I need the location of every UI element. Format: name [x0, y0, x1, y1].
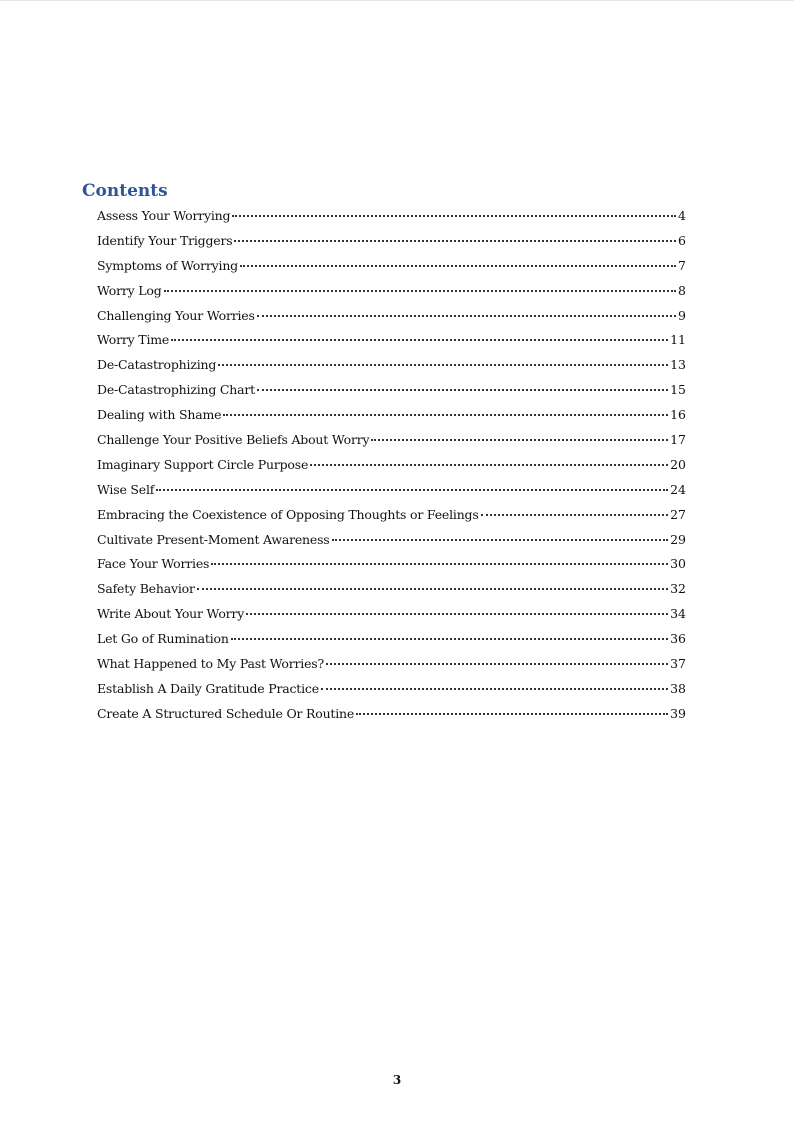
toc-entry-label: De-Catastrophizing Chart	[97, 382, 255, 398]
dot-leader	[232, 215, 676, 217]
toc-heading: Contents	[82, 181, 168, 201]
toc-entry-label: Cultivate Present-Moment Awareness	[97, 531, 330, 547]
toc-entry-label: Dealing with Shame	[97, 407, 222, 423]
dot-leader	[231, 638, 668, 640]
toc-entry[interactable]	[97, 652, 686, 677]
toc-entry-label: Assess Your Worrying	[97, 208, 231, 223]
toc-entry-page-number: 15	[670, 382, 686, 398]
toc-entry-page-number: 6	[678, 232, 686, 248]
toc-entry-label: Wise Self	[97, 481, 155, 497]
toc-entry-label: De-Catastrophizing	[97, 357, 217, 373]
dot-leader	[211, 563, 668, 565]
toc-entry-label: Embracing the Coexistence of Opposing Thoughts or Feelings	[97, 506, 479, 522]
toc-entry[interactable]	[97, 378, 686, 403]
dot-leader	[246, 613, 668, 615]
page-number: 3	[392, 1073, 402, 1087]
dot-leader	[371, 439, 668, 441]
toc-entry-page-number: 32	[670, 581, 686, 597]
toc-entry[interactable]	[97, 353, 686, 378]
toc-entry-page-number: 24	[670, 481, 686, 497]
dot-leader	[164, 290, 676, 292]
dot-leader	[218, 364, 668, 366]
toc-entry-page-number: 20	[670, 456, 686, 472]
toc-entry[interactable]	[97, 577, 686, 602]
dot-leader	[257, 315, 676, 317]
toc-entry-label: Safety Behavior	[97, 581, 195, 597]
toc-entry-list	[82, 204, 686, 727]
dot-leader	[223, 414, 668, 416]
toc-entry-page-number: 8	[678, 282, 686, 298]
toc-entry-label: What Happened to My Past Worries?	[97, 656, 324, 672]
toc-entry[interactable]	[97, 627, 686, 652]
dot-leader	[321, 688, 668, 690]
toc-entry[interactable]	[97, 328, 686, 353]
toc-entry[interactable]	[97, 279, 686, 304]
toc-entry[interactable]	[97, 204, 686, 229]
toc-entry-label: Identify Your Triggers	[97, 232, 233, 248]
toc-entry-page-number: 13	[670, 357, 686, 373]
dot-leader	[326, 663, 668, 665]
toc-entry-page-number: 30	[670, 556, 686, 572]
dot-leader	[156, 489, 668, 491]
toc-entry[interactable]	[97, 254, 686, 279]
toc-entry-label: Imaginary Support Circle Purpose	[97, 456, 309, 472]
toc-entry-label: Establish A Daily Gratitude Practice	[97, 680, 319, 696]
toc-entry-page-number: 29	[670, 531, 686, 547]
toc-entry[interactable]	[97, 428, 686, 453]
toc-entry-label: Challenge Your Positive Beliefs About Worry	[97, 432, 370, 448]
toc-entry-page-number: 38	[670, 680, 686, 696]
toc-entry-page-number: 36	[670, 631, 686, 647]
toc-entry-page-number: 16	[670, 407, 686, 423]
dot-leader	[171, 339, 668, 341]
dot-leader	[310, 464, 668, 466]
toc-entry-page-number: 27	[670, 506, 686, 522]
toc-entry[interactable]	[97, 528, 686, 553]
toc-entry-page-number: 39	[670, 705, 686, 721]
toc-entry-page-number: 4	[678, 208, 686, 223]
toc-entry[interactable]	[97, 503, 686, 528]
toc-entry[interactable]	[97, 229, 686, 254]
toc-entry-page-number: 34	[670, 606, 686, 622]
toc-entry-page-number: 9	[678, 307, 686, 323]
toc-entry-label: Let Go of Rumination	[97, 631, 229, 647]
toc-entry[interactable]	[97, 403, 686, 428]
toc-entry-page-number: 11	[670, 332, 686, 348]
table-of-contents	[82, 179, 686, 727]
toc-entry-label: Symptoms of Worrying	[97, 257, 238, 273]
toc-entry[interactable]	[97, 478, 686, 503]
toc-entry-page-number: 17	[670, 432, 686, 448]
dot-leader	[240, 265, 676, 267]
toc-entry[interactable]	[97, 304, 686, 329]
toc-entry-label: Create A Structured Schedule Or Routine	[97, 705, 355, 721]
toc-entry-label: Challenging Your Worries	[97, 307, 255, 323]
toc-entry[interactable]	[97, 453, 686, 478]
dot-leader	[197, 588, 668, 590]
toc-entry-label: Face Your Worries	[97, 556, 210, 572]
toc-entry-label: Write About Your Worry	[97, 606, 245, 622]
toc-entry-page-number: 7	[678, 257, 686, 273]
toc-entry-label: Worry Time	[97, 332, 170, 348]
toc-entry[interactable]	[97, 702, 686, 727]
dot-leader	[332, 539, 669, 541]
toc-entry[interactable]	[97, 602, 686, 627]
toc-entry[interactable]	[97, 552, 686, 577]
toc-entry[interactable]	[97, 677, 686, 702]
dot-leader	[257, 389, 668, 391]
dot-leader	[234, 240, 676, 242]
dot-leader	[481, 514, 669, 516]
dot-leader	[356, 713, 668, 715]
toc-entry-page-number: 37	[670, 656, 686, 672]
toc-entry-label: Worry Log	[97, 282, 162, 298]
